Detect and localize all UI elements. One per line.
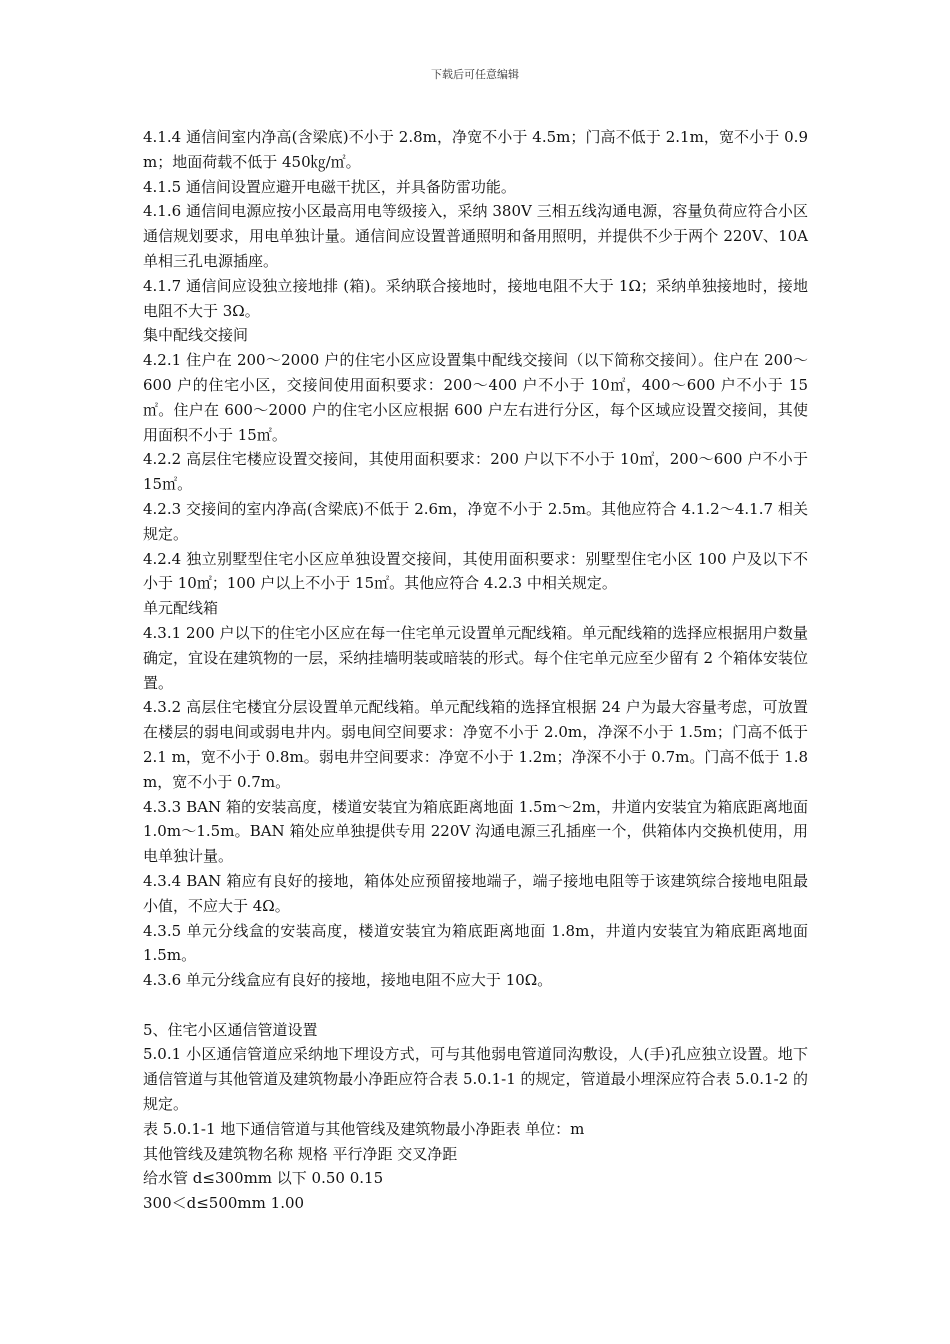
paragraph: 4.3.2 高层住宅楼宜分层设置单元配线箱。单元配线箱的选择宜根据 24 户为最大容量考虑，可放置在楼层的弱电间或弱电井内。弱电间空间要求：净宽不小于 2.0m，净深不小于 1.5m；门高不低于 2.1 m，宽不小于 0.8m。弱电井空间要求：净宽不小于 1.2m；净深不小于 0.7m。门高不低于 1.8 m，宽不小于 0.7m。 [143,698,809,791]
paragraph: 4.1.7 通信间应设独立接地排 (箱)。采纳联合接地时，接地电阻不大于 1Ω；采纳单独接地时，接地电阻不大于 3Ω。 [143,276,808,320]
section-heading: 集中配线交接间 [143,326,249,345]
chapter-heading: 5、住宅小区通信管道设置 [143,1020,318,1039]
paragraph: 4.3.1 200 户以下的住宅小区应在每一住宅单元设置单元配线箱。单元配线箱的选择应根据用户数量确定，宜设在建筑物的一层，采纳挂墙明装或暗装的形式。每个住宅单元应至少留有 2 个箱体安装位置。 [143,623,808,692]
paragraph: 4.1.6 通信间电源应按小区最高用电等级接入，采纳 380V 三相五线沟通电源，容量负荷应符合小区通信规划要求，用电单独计量。通信间应设置普通照明和备用照明，并提供不少于两个 220V、10A 单相三孔电源插座。 [143,202,808,270]
blank-line [143,993,808,1018]
paragraph: 4.1.5 通信间设置应避开电磁干扰区，并具备防雷功能。 [143,177,516,196]
table-caption: 表 5.0.1-1 地下通信管道与其他管线及建筑物最小净距表 单位：m [143,1119,585,1138]
table-row-line: 300＜d≤500mm 1.00 [143,1194,305,1213]
document-body [143,125,808,1216]
paragraph: 4.3.4 BAN 箱应有良好的接地，箱体处应预留接地端子，端子接地电阻等于该建筑综合接地电阻最小值，不应大于 4Ω。 [143,871,808,915]
paragraph: 4.3.5 单元分线盒的安装高度，楼道安装宜为箱底距离地面 1.8m，井道内安装宜为箱底距离地面 1.5m。 [143,921,808,965]
paragraph: 4.3.6 单元分线盒应有良好的接地，接地电阻不应大于 10Ω。 [143,971,553,990]
paragraph: 4.2.4 独立别墅型住宅小区应单独设置交接间，其使用面积要求：别墅型住宅小区 100 户及以下不小于 10㎡；100 户以上不小于 15㎡。其他应符合 4.2.3 中相关规定。 [143,549,808,593]
paragraph: 4.1.4 通信间室内净高(含梁底)不小于 2.8m，净宽不小于 4.5m；门高不低于 2.1m，宽不小于 0.9 m；地面荷载不低于 450㎏/㎡。 [143,128,808,171]
table-row-line: 给水管 d≤300mm 以下 0.50 0.15 [143,1169,384,1188]
paragraph: 4.2.1 住户在 200～2000 户的住宅小区应设置集中配线交接间（以下简称交接间）。住户在 200～600 户的住宅小区，交接间使用面积要求：200～400 户不小于 10㎡，400～600 户不小于 15㎡。住户在 600～2000 户的住宅小区应根据 600 户左右进行分区，每个区域应设置交接间，其使用面积不小于 15㎡。 [143,351,808,444]
paragraph: 5.0.1 小区通信管道应采纳地下埋设方式，可与其他弱电管道同沟敷设，人(手)孔应独立设置。地下通信管道与其他管道及建筑物最小净距应符合表 5.0.1-1 的规定，管道最小埋深应符合表 5.0.1-2 的规定。 [143,1045,808,1114]
section-heading: 单元配线箱 [143,599,219,618]
page-header: 下载后可任意编辑 [431,68,519,81]
paragraph: 4.2.3 交接间的室内净高(含梁底)不低于 2.6m，净宽不小于 2.5m。其他应符合 4.1.2～4.1.7 相关规定。 [143,499,808,543]
paragraph: 4.3.3 BAN 箱的安装高度，楼道安装宜为箱底距离地面 1.5m～2m，井道内安装宜为箱底距离地面 1.0m～1.5m。BAN 箱处应单独提供专用 220V 沟通电源三孔插座一个，供箱体内交换机使用，用电单独计量。 [143,797,808,866]
table-header-line: 其他管线及建筑物名称 规格 平行净距 交叉净距 [143,1144,458,1163]
paragraph: 4.2.2 高层住宅楼应设置交接间，其使用面积要求：200 户以下不小于 10㎡，200～600 户不小于 15㎡。 [143,450,808,494]
